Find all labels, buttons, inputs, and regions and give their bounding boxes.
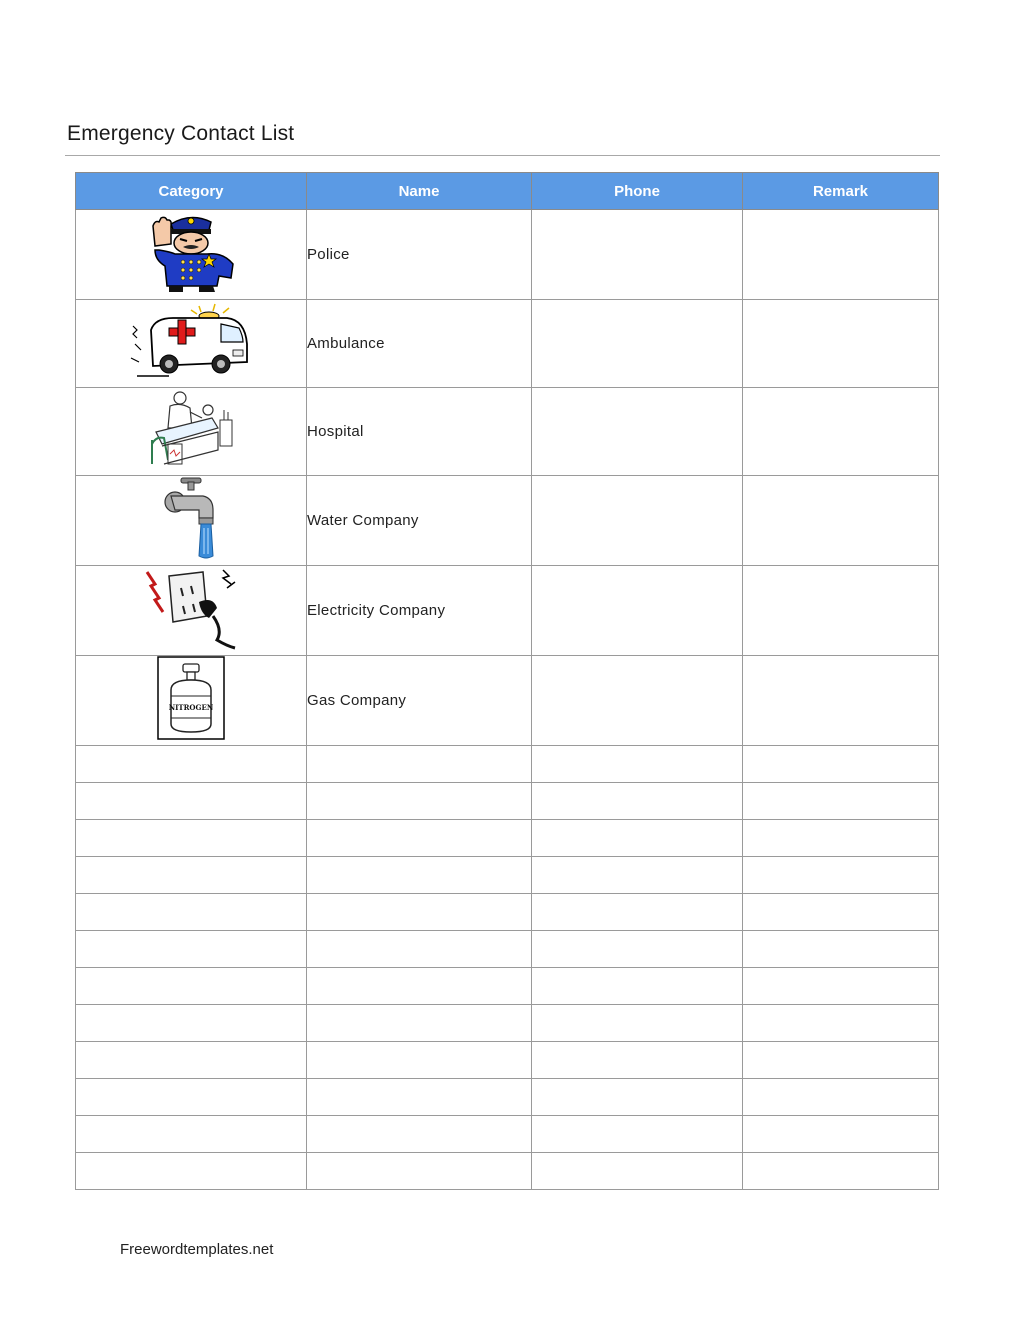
table-row — [76, 820, 939, 857]
phone-cell[interactable] — [532, 968, 743, 1005]
page-title: Emergency Contact List — [67, 122, 295, 145]
table-row — [76, 210, 939, 300]
phone-cell[interactable] — [532, 1116, 743, 1153]
header-remark: Remark — [743, 173, 939, 210]
phone-cell[interactable] — [532, 566, 743, 656]
remark-cell[interactable] — [743, 783, 939, 820]
phone-cell[interactable] — [532, 656, 743, 746]
category-cell[interactable] — [76, 968, 307, 1005]
remark-cell[interactable] — [743, 746, 939, 783]
name-cell[interactable] — [307, 1079, 532, 1116]
category-cell[interactable] — [76, 820, 307, 857]
phone-cell[interactable] — [532, 1079, 743, 1116]
name-cell: Ambulance — [307, 300, 532, 388]
phone-cell[interactable] — [532, 931, 743, 968]
police-officer-icon — [141, 210, 241, 299]
category-cell[interactable] — [76, 1005, 307, 1042]
phone-cell[interactable] — [532, 1153, 743, 1190]
hospital-bed-icon — [146, 388, 236, 475]
phone-cell[interactable] — [532, 857, 743, 894]
table-row — [76, 857, 939, 894]
table-row — [76, 1153, 939, 1190]
category-cell[interactable] — [76, 1042, 307, 1079]
phone-cell[interactable] — [532, 1005, 743, 1042]
phone-cell[interactable] — [532, 476, 743, 566]
table-row — [76, 1042, 939, 1079]
table-row — [76, 783, 939, 820]
name-cell[interactable] — [307, 968, 532, 1005]
footer-credit: Freewordtemplates.net — [120, 1241, 274, 1258]
category-cell — [76, 388, 307, 476]
category-cell — [76, 210, 307, 300]
table-row — [76, 1079, 939, 1116]
remark-cell[interactable] — [743, 894, 939, 931]
table-row — [76, 566, 939, 656]
remark-cell[interactable] — [743, 1042, 939, 1079]
category-cell[interactable] — [76, 894, 307, 931]
title-divider — [65, 155, 940, 156]
category-cell — [76, 566, 307, 656]
phone-cell[interactable] — [532, 1042, 743, 1079]
name-cell[interactable] — [307, 1153, 532, 1190]
contact-table — [75, 172, 939, 1190]
phone-cell[interactable] — [532, 388, 743, 476]
remark-cell[interactable] — [743, 1079, 939, 1116]
water-faucet-icon — [161, 476, 221, 565]
category-cell — [76, 656, 307, 746]
remark-cell[interactable] — [743, 857, 939, 894]
phone-cell[interactable] — [532, 820, 743, 857]
category-cell[interactable] — [76, 857, 307, 894]
name-cell: Police — [307, 210, 532, 300]
remark-cell[interactable] — [743, 210, 939, 300]
remark-cell[interactable] — [743, 656, 939, 746]
category-cell[interactable] — [76, 1079, 307, 1116]
header-category: Category — [76, 173, 307, 210]
category-cell[interactable] — [76, 746, 307, 783]
remark-cell[interactable] — [743, 300, 939, 388]
table-row — [76, 1116, 939, 1153]
remark-cell[interactable] — [743, 1153, 939, 1190]
name-cell[interactable] — [307, 857, 532, 894]
remark-cell[interactable] — [743, 1116, 939, 1153]
header-phone: Phone — [532, 173, 743, 210]
table-row — [76, 1005, 939, 1042]
remark-cell[interactable] — [743, 388, 939, 476]
table-row — [76, 476, 939, 566]
ambulance-icon — [129, 300, 253, 387]
electric-outlet-icon — [143, 566, 239, 655]
name-cell[interactable] — [307, 931, 532, 968]
name-cell: Hospital — [307, 388, 532, 476]
name-cell[interactable] — [307, 820, 532, 857]
phone-cell[interactable] — [532, 746, 743, 783]
name-cell: Electricity Company — [307, 566, 532, 656]
name-cell[interactable] — [307, 783, 532, 820]
table-row — [76, 931, 939, 968]
svg-text:NITROGEN: NITROGEN — [168, 703, 214, 712]
name-cell[interactable] — [307, 746, 532, 783]
table-row — [76, 968, 939, 1005]
table-row — [76, 388, 939, 476]
category-cell — [76, 476, 307, 566]
remark-cell[interactable] — [743, 968, 939, 1005]
category-cell[interactable] — [76, 783, 307, 820]
category-cell[interactable] — [76, 1153, 307, 1190]
name-cell[interactable] — [307, 894, 532, 931]
table-row — [76, 656, 939, 746]
name-cell[interactable] — [307, 1042, 532, 1079]
category-cell[interactable] — [76, 931, 307, 968]
category-cell[interactable] — [76, 1116, 307, 1153]
phone-cell[interactable] — [532, 300, 743, 388]
remark-cell[interactable] — [743, 476, 939, 566]
table-header-row — [76, 173, 939, 210]
table-row — [76, 894, 939, 931]
phone-cell[interactable] — [532, 210, 743, 300]
remark-cell[interactable] — [743, 820, 939, 857]
name-cell[interactable] — [307, 1005, 532, 1042]
remark-cell[interactable] — [743, 566, 939, 656]
table-row — [76, 300, 939, 388]
category-cell — [76, 300, 307, 388]
phone-cell[interactable] — [532, 783, 743, 820]
header-name: Name — [307, 173, 532, 210]
table-row — [76, 746, 939, 783]
name-cell: Gas Company — [307, 656, 532, 746]
gas-cylinder-icon — [157, 656, 225, 745]
name-cell: Water Company — [307, 476, 532, 566]
remark-cell[interactable] — [743, 1005, 939, 1042]
name-cell[interactable] — [307, 1116, 532, 1153]
remark-cell[interactable] — [743, 931, 939, 968]
phone-cell[interactable] — [532, 894, 743, 931]
